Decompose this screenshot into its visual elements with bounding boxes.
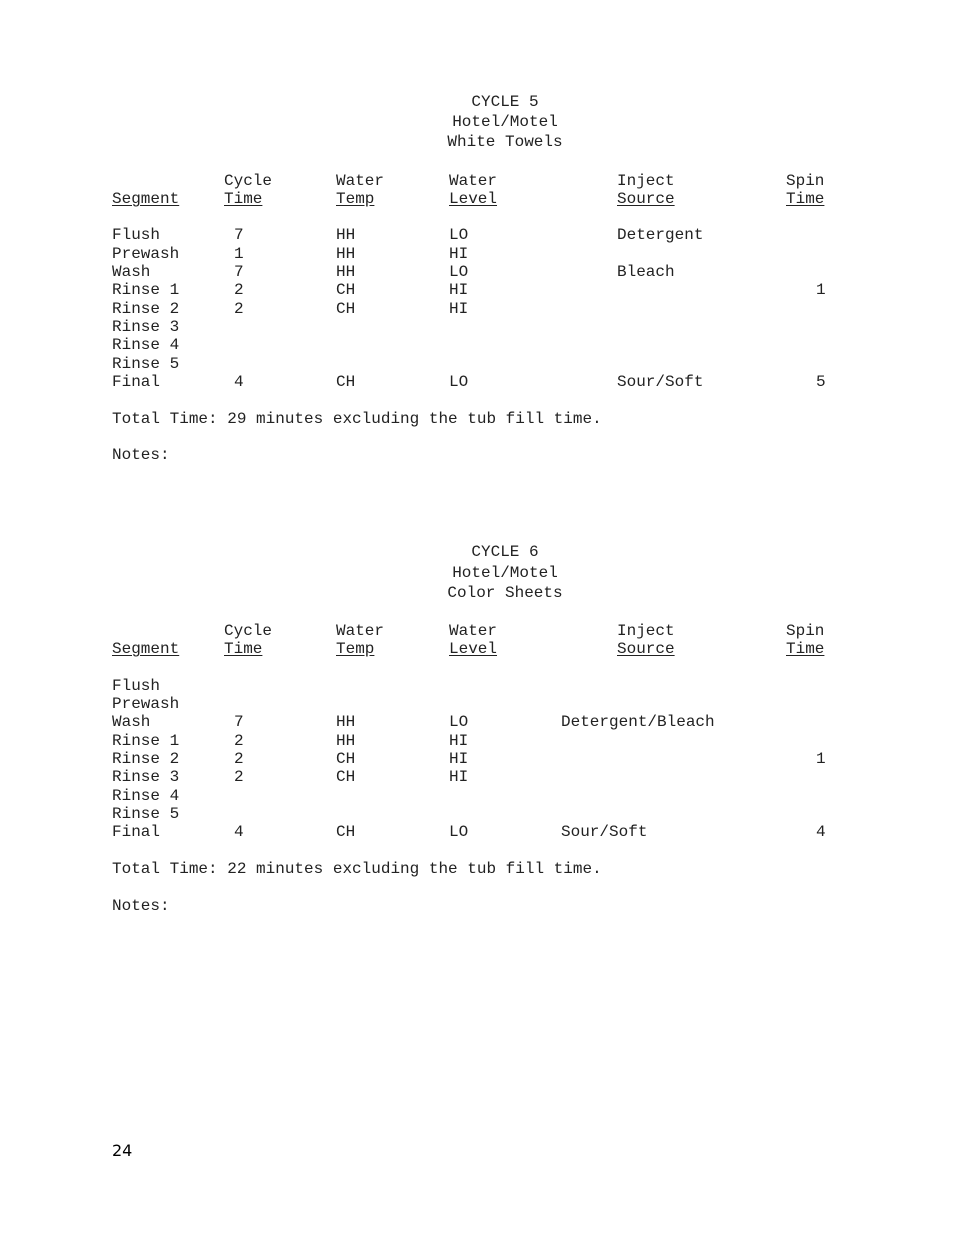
- header-cycle-time: Time: [224, 190, 263, 208]
- water-level-cell: HI: [449, 750, 469, 768]
- segment-cell: Rinse 1: [112, 281, 180, 299]
- water-temp-cell: HH: [336, 263, 356, 281]
- total-time: Total Time: 29 minutes excluding the tub fill time.: [112, 410, 602, 428]
- header-water-level-top: Water: [449, 172, 498, 190]
- cycle-subtitle: Hotel/Motel: [452, 564, 558, 582]
- water-temp-cell: HH: [336, 226, 356, 244]
- segment-cell: Prewash: [112, 695, 180, 713]
- water-temp-cell: HH: [336, 713, 356, 731]
- inject-source-cell: Detergent: [617, 226, 704, 244]
- segment-cell: Final: [112, 823, 161, 841]
- spin-time-cell: 1: [816, 750, 826, 768]
- water-temp-cell: HH: [336, 245, 356, 263]
- water-temp-cell: CH: [336, 750, 356, 768]
- cycle-time-cell: 2: [234, 768, 244, 786]
- header-water-level: Level: [449, 190, 498, 208]
- cycle-time-cell: 2: [234, 750, 244, 768]
- segment-cell: Rinse 3: [112, 318, 180, 336]
- segment-cell: Rinse 1: [112, 732, 180, 750]
- inject-source-cell: Sour/Soft: [561, 823, 648, 841]
- header-water-level: Level: [449, 640, 498, 658]
- water-level-cell: HI: [449, 732, 469, 750]
- cycle-time-cell: 4: [234, 373, 244, 391]
- header-spin: Spin: [786, 172, 825, 190]
- header-water-temp-top: Water: [336, 172, 385, 190]
- segment-cell: Rinse 3: [112, 768, 180, 786]
- segment-cell: Flush: [112, 226, 161, 244]
- segment-cell: Flush: [112, 677, 161, 695]
- water-temp-cell: CH: [336, 373, 356, 391]
- inject-source-cell: Bleach: [617, 263, 675, 281]
- cycle-time-cell: 2: [234, 281, 244, 299]
- cycle-title: CYCLE 6: [471, 543, 539, 561]
- header-segment: Segment: [112, 190, 180, 208]
- cycle-time-cell: 1: [234, 245, 244, 263]
- total-time: Total Time: 22 minutes excluding the tub fill time.: [112, 860, 602, 878]
- notes-label: Notes:: [112, 897, 170, 915]
- header-segment: Segment: [112, 640, 180, 658]
- segment-cell: Final: [112, 373, 161, 391]
- water-level-cell: HI: [449, 245, 469, 263]
- water-level-cell: HI: [449, 300, 469, 318]
- spin-time-cell: 4: [816, 823, 826, 841]
- water-temp-cell: CH: [336, 823, 356, 841]
- segment-cell: Rinse 4: [112, 787, 180, 805]
- header-spin: Spin: [786, 622, 825, 640]
- inject-source-cell: Detergent/Bleach: [561, 713, 715, 731]
- segment-cell: Rinse 2: [112, 750, 180, 768]
- header-inject: Inject: [617, 172, 675, 190]
- cycle-description: White Towels: [447, 133, 563, 151]
- cycle-time-cell: 2: [234, 300, 244, 318]
- cycle-subtitle: Hotel/Motel: [452, 113, 558, 131]
- header-water-temp: Temp: [336, 640, 375, 658]
- cycle-title: CYCLE 5: [471, 93, 539, 111]
- water-temp-cell: CH: [336, 768, 356, 786]
- water-temp-cell: CH: [336, 300, 356, 318]
- segment-cell: Prewash: [112, 245, 180, 263]
- header-water-temp-top: Water: [336, 622, 385, 640]
- cycle-time-cell: 4: [234, 823, 244, 841]
- water-temp-cell: CH: [336, 281, 356, 299]
- cycle-time-cell: 7: [234, 713, 244, 731]
- spin-time-cell: 1: [816, 281, 826, 299]
- segment-cell: Rinse 4: [112, 336, 180, 354]
- header-cycle-time: Time: [224, 640, 263, 658]
- water-level-cell: LO: [449, 226, 469, 244]
- header-water-temp: Temp: [336, 190, 375, 208]
- notes-label: Notes:: [112, 446, 170, 464]
- cycle-time-cell: 2: [234, 732, 244, 750]
- page-number: 24: [112, 1141, 133, 1160]
- header-cycle: Cycle: [224, 622, 273, 640]
- header-water-level-top: Water: [449, 622, 498, 640]
- cycle-time-cell: 7: [234, 263, 244, 281]
- header-inject: Inject: [617, 622, 675, 640]
- spin-time-cell: 5: [816, 373, 826, 391]
- segment-cell: Wash: [112, 263, 151, 281]
- water-level-cell: HI: [449, 768, 469, 786]
- header-inject-source: Source: [617, 640, 675, 658]
- segment-cell: Rinse 2: [112, 300, 180, 318]
- header-cycle: Cycle: [224, 172, 273, 190]
- water-level-cell: LO: [449, 713, 469, 731]
- header-spin-time: Time: [786, 190, 825, 208]
- segment-cell: Rinse 5: [112, 805, 180, 823]
- header-inject-source: Source: [617, 190, 675, 208]
- segment-cell: Rinse 5: [112, 355, 180, 373]
- inject-source-cell: Sour/Soft: [617, 373, 704, 391]
- cycle-time-cell: 7: [234, 226, 244, 244]
- water-level-cell: LO: [449, 823, 469, 841]
- cycle-description: Color Sheets: [447, 584, 563, 602]
- water-level-cell: LO: [449, 263, 469, 281]
- water-level-cell: HI: [449, 281, 469, 299]
- water-level-cell: LO: [449, 373, 469, 391]
- segment-cell: Wash: [112, 713, 151, 731]
- header-spin-time: Time: [786, 640, 825, 658]
- water-temp-cell: HH: [336, 732, 356, 750]
